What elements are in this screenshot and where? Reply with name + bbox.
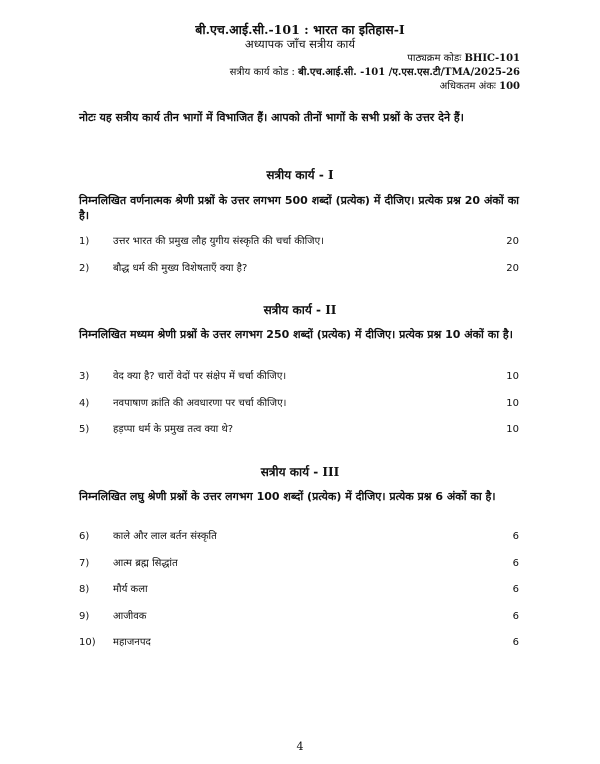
question-number: 1) — [79, 236, 90, 247]
section-title-3 — [0, 463, 600, 480]
question-text: बौद्ध धर्म की मुख्य विशेषताएँ क्या है? — [113, 263, 248, 274]
question-row — [79, 262, 519, 276]
assignment-code-line — [230, 66, 520, 80]
question-marks: 6 — [512, 531, 519, 542]
max-marks-line — [230, 80, 520, 94]
section-title-roman: III — [322, 465, 340, 479]
question-marks: 6 — [512, 637, 519, 648]
question-text: आजीवक — [113, 611, 147, 622]
page-title: बी.एच.आई.सी.-101 : भारत का इतिहास-I — [195, 22, 405, 37]
question-marks: 6 — [512, 584, 519, 595]
question-number: 10) — [79, 637, 96, 648]
note-text: नोटः यह सत्रीय कार्य तीन भागों में विभाजित हैं। आपको तीनों भागों के सभी प्रश्नों के उत्तर देने हैं। — [79, 111, 464, 124]
question-row — [79, 423, 519, 437]
question-number: 8) — [79, 584, 90, 595]
question-row — [79, 397, 519, 411]
question-text: महाजनपद — [113, 637, 151, 648]
question-text: वेद क्या है? चारों वेदों पर संक्षेप में चर्चा कीजिए। — [113, 371, 287, 382]
question-text: नवपाषाण क्रांति की अवधारणा पर चर्चा कीजिए। — [113, 398, 287, 409]
section-title-prefix: सत्रीय कार्य - — [263, 303, 326, 317]
section-2-instruction: निम्नलिखित मध्यम श्रेणी प्रश्नों के उत्तर लगभग 250 शब्दों (प्रत्येक) में दीजिए। प्रत्येक प्रश्न 10 अंकों का है। — [79, 328, 513, 341]
question-number: 4) — [79, 398, 90, 409]
max-marks-value: 100 — [499, 81, 520, 92]
question-number: 2) — [79, 263, 90, 274]
question-marks: 20 — [506, 263, 519, 274]
max-marks-label: अधिकतम अंकः — [439, 81, 496, 92]
assignment-code-value: बी.एच.आई.सी. -101 /ए.एस.एस.टी/TMA/2025-26 — [298, 67, 520, 78]
question-row — [79, 583, 519, 597]
question-text: आत्म ब्रह्म सिद्धांत — [113, 558, 178, 569]
question-marks: 10 — [506, 398, 519, 409]
question-number: 5) — [79, 424, 90, 435]
question-row — [79, 370, 519, 384]
section-title-roman: I — [327, 168, 334, 182]
course-code-value: BHIC-101 — [464, 53, 520, 64]
section-title-roman: II — [325, 303, 337, 317]
assignment-code-label: सत्रीय कार्य कोड : — [229, 67, 295, 78]
question-row — [79, 610, 519, 624]
header-block — [0, 22, 600, 51]
course-code-line — [230, 52, 520, 66]
question-text: उत्तर भारत की प्रमुख लौह युगीय संस्कृति की चर्चा कीजिए। — [113, 236, 324, 247]
section-1-instruction: निम्नलिखित वर्णनात्मक श्रेणी प्रश्नों के उत्तर लगभग 500 शब्दों (प्रत्येक) में दीजिए। प्रत्येक प्रश्न 20 अंकों का है। — [79, 194, 519, 222]
question-row — [79, 636, 519, 650]
question-marks: 10 — [506, 371, 519, 382]
section-title-2 — [0, 301, 600, 318]
question-marks: 20 — [506, 236, 519, 247]
question-row — [79, 530, 519, 544]
section-title-prefix: सत्रीय कार्य - — [260, 465, 323, 479]
question-marks: 6 — [512, 611, 519, 622]
question-text: मौर्य कला — [113, 584, 148, 595]
question-number: 9) — [79, 611, 90, 622]
section-3-instruction: निम्नलिखित लघु श्रेणी प्रश्नों के उत्तर लगभग 100 शब्दों (प्रत्येक) में दीजिए। प्रत्येक प्रश्न 6 अंकों का है। — [79, 490, 496, 503]
section-title-1 — [0, 166, 600, 183]
question-row — [79, 235, 519, 249]
question-text: हड़प्पा धर्म के प्रमुख तत्व क्या थे? — [113, 424, 234, 435]
page-subtitle: अध्यापक जाँच सत्रीय कार्य — [244, 37, 356, 51]
course-meta — [230, 52, 520, 94]
question-row — [79, 557, 519, 571]
question-number: 3) — [79, 371, 90, 382]
course-code-label: पाठ्यक्रम कोडः — [407, 53, 462, 64]
question-marks: 6 — [512, 558, 519, 569]
question-text: काले और लाल बर्तन संस्कृति — [113, 531, 217, 542]
section-title-prefix: सत्रीय कार्य - — [266, 168, 328, 182]
question-marks: 10 — [506, 424, 519, 435]
question-number: 6) — [79, 531, 90, 542]
page-number: 4 — [296, 740, 304, 753]
question-number: 7) — [79, 558, 90, 569]
